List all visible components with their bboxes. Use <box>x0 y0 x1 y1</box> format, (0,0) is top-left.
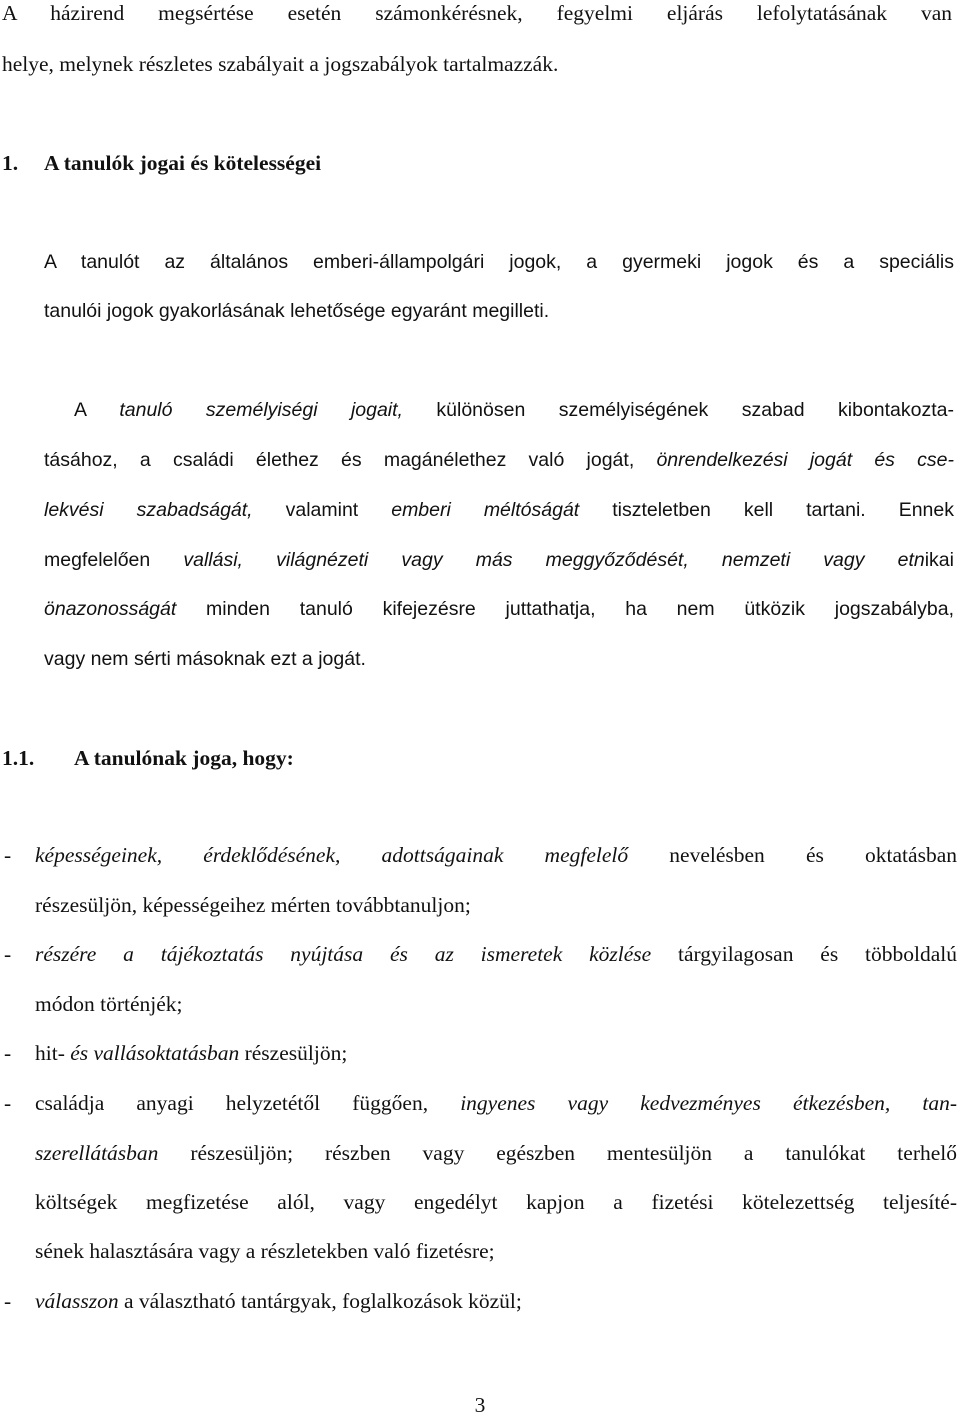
list-item-4-line-3: költségek megfizetése alól, vagy engedélyt kapjon a fizetési kötelezettség teljesíté- <box>35 1190 957 1214</box>
list-dash-5: - <box>4 1289 12 1313</box>
section-1-title: A tanulók jogai és kötelességei <box>44 151 322 175</box>
page-number: 3 <box>474 1393 486 1417</box>
para-1-line-2: tanulói jogok gyakorlásának lehetősége egyaránt megilleti. <box>44 300 550 322</box>
list-item-4-line-2: szerellátásban részesüljön; részben vagy egészben mentesüljön a tanulókat terhelő <box>35 1141 957 1165</box>
list-item-2-line-2: módon történjék; <box>35 992 183 1016</box>
list-item-4-line-4: sének halasztására vagy a részletekben való fizetésre; <box>35 1239 495 1263</box>
para-2-line-5: önazonosságát minden tanuló kifejezésre juttathatja, ha nem ütközik jogszabályba, <box>44 598 954 620</box>
list-dash-4: - <box>4 1091 12 1115</box>
section-1-1-number: 1.1. <box>2 746 35 770</box>
list-item-4-line-1: családja anyagi helyzetétől függően, ingyenes vagy kedvezményes étkezésben, tan- <box>35 1091 958 1115</box>
section-1-number: 1. <box>2 151 19 175</box>
list-dash-1: - <box>4 843 12 867</box>
para-2-line-1: A tanuló személyiségi jogait, különösen személyiségének szabad kibontakozta- <box>74 399 954 421</box>
list-dash-3: - <box>4 1041 12 1065</box>
list-item-1-line-2: részesüljön, képességeihez mérten továbbtanuljon; <box>35 893 471 917</box>
intro-line-1: A házirend megsértése esetén számonkérésnek, fegyelmi eljárás lefolytatásának van <box>2 1 952 25</box>
para-2-line-2: tásához, a családi élethez és magánélethez való jogát, önrendelkezési jogát és cse- <box>44 449 954 471</box>
list-item-3: hit- és vallásoktatásban részesüljön; <box>35 1041 348 1065</box>
para-2-line-6: vagy nem sérti másoknak ezt a jogát. <box>44 648 366 670</box>
para-1-line-1: A tanulót az általános emberi-állampolgári jogok, a gyermeki jogok és a speciális <box>44 251 954 273</box>
list-item-2-line-1: részére a tájékoztatás nyújtása és az ismeretek közlése tárgyilagosan és többoldalú <box>35 942 958 966</box>
list-dash-2: - <box>4 942 12 966</box>
list-item-1-line-1: képességeinek, érdeklődésének, adottságainak megfelelő nevelésben és oktatásban <box>35 843 957 867</box>
list-item-5: válasszon a választható tantárgyak, foglalkozások közül; <box>35 1289 522 1313</box>
para-2-line-4: megfelelően vallási, világnézeti vagy más meggyőződését, nemzeti vagy etnikai <box>44 549 954 571</box>
para-2-line-3: lekvési szabadságát, valamint emberi méltóságát tiszteletben kell tartani. Ennek <box>44 499 955 521</box>
section-1-1-title: A tanulónak joga, hogy: <box>74 746 294 770</box>
intro-line-2: helye, melynek részletes szabályait a jogszabályok tartalmazzák. <box>2 52 559 76</box>
